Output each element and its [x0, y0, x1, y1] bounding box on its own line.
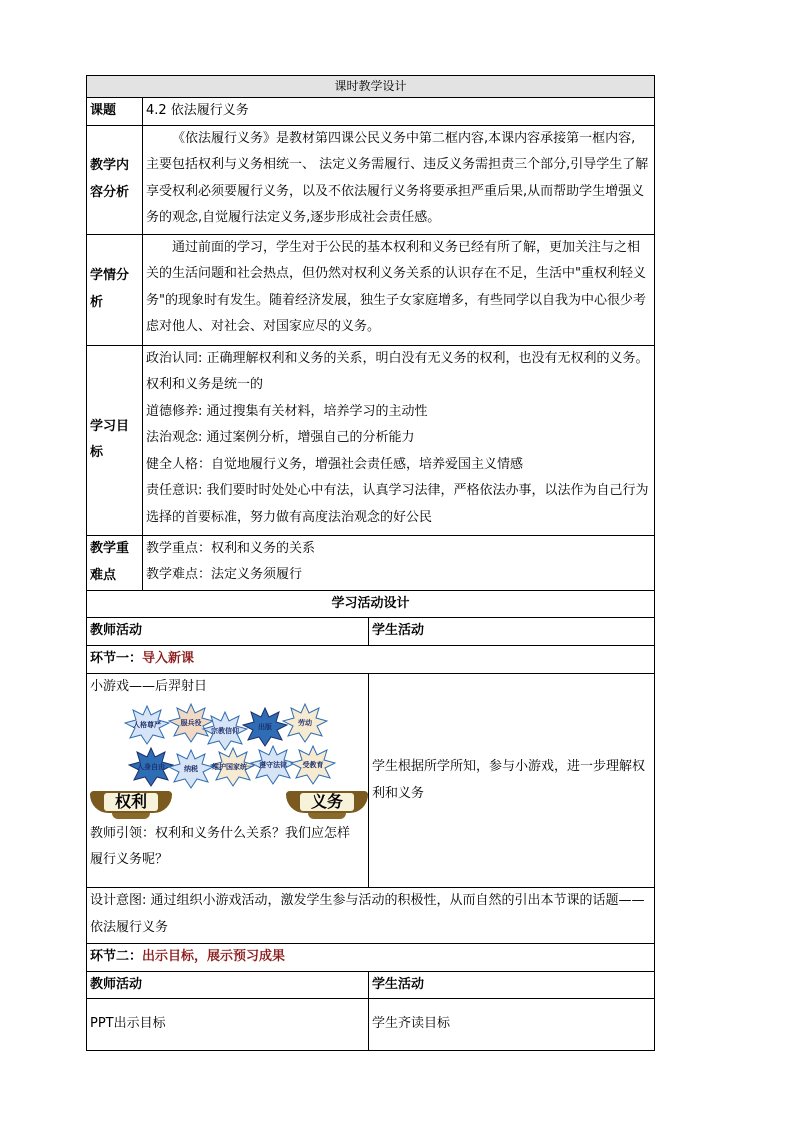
- duties-bowl: 义务: [286, 791, 368, 821]
- star-icon: 人格尊严: [124, 705, 170, 745]
- content-analysis-label: 教学内 容分析: [87, 125, 143, 234]
- goal-item: 健全人格：自觉地履行义务，增强社会责任感，培养爱国主义情感: [146, 456, 524, 472]
- lesson-plan-table: [86, 75, 655, 1051]
- star-icon: 纳税: [168, 749, 214, 789]
- goal-item: 法治观念: 通过案例分析，增强自己的分析能力: [146, 430, 415, 445]
- content-analysis-text: 《依法履行义务》是教材第四课公民义务中第二框内容,本课内容承接第一框内容, 主要包括权利与义务相统一、 法定义务需履行、违反义务需担责三个部分,引导学生了解享受权利必须要履行义务，以及不依法履行义务将要承担严重后果,从而帮助学生增强义务的观念,自觉履行法定义务,逐步形成社会责任感。: [143, 125, 655, 234]
- topic-value: 4.2 依法履行义务: [143, 98, 655, 126]
- key-points-text: 教学重点：权利和义务的关系 教学难点：法定义务须履行: [143, 535, 655, 590]
- ppt-goals: PPT出示目标: [87, 999, 369, 1051]
- game-illustration: [90, 703, 360, 821]
- goal-item: 政治认同: 正确理解权利和义务的关系，明白没有无义务的权利，也没有无权利的义务。权利和义务是统一的: [146, 350, 649, 392]
- game-title: 小游戏——后羿射日: [90, 679, 208, 694]
- student-activity-header-2: 学生活动: [369, 971, 655, 999]
- lesson-plan-document: [86, 75, 654, 1051]
- activity-title: 学习活动设计: [87, 590, 655, 618]
- student-action: 学生根据所学所知，参与小游戏，进一步理解权利和义务: [369, 674, 655, 888]
- design-intent: 设计意图: 通过组织小游戏活动，激发学生参与活动的积极性，从而自然的引出本节课的话题——依法履行义务: [87, 888, 655, 944]
- star-icon: 遵守法律: [250, 745, 296, 785]
- step1-row: 环节一：导入新课: [87, 646, 655, 674]
- star-icon: 服兵役: [168, 703, 214, 743]
- teacher-activity-header: 教师活动: [87, 618, 369, 646]
- goals-list: [143, 345, 655, 535]
- goal-item: 责任意识: 我们要时时处处心中有法，认真学习法律，严格依法办事，以法作为自己行为选择的首要标准，努力做有高度法治观念的好公民: [146, 483, 649, 525]
- teacher-activity-header-2: 教师活动: [87, 971, 369, 999]
- star-icon: 出版: [242, 707, 288, 747]
- doc-header-title: 课时教学设计: [87, 76, 655, 98]
- star-icon: 受教育: [290, 745, 336, 785]
- student-activity-header: 学生活动: [369, 618, 655, 646]
- step2-row: 环节二：出示目标，展示预习成果: [87, 944, 655, 972]
- star-icon: 宗教信仰: [202, 711, 248, 751]
- topic-label: 课题: [87, 98, 143, 126]
- star-icon: 劳动: [282, 703, 328, 743]
- student-analysis-text: 通过前面的学习，学生对于公民的基本权利和义务已经有所了解，更加关注与之相关的生活问题和社会热点，但仍然对权利义务关系的认识存在不足，生活中"重权利轻义务"的现象时有发生。随着经济发展，独生子女家庭增多，有些同学以自我为中心很少考虑对他人、对社会、对国家应尽的义务。: [143, 234, 655, 345]
- rights-bowl: 权利: [90, 791, 172, 821]
- teacher-guide: 教师引领：权利和义务什么关系？我们应怎样履行义务呢？: [90, 825, 351, 867]
- goal-item: 道德修养: 通过搜集有关材料，培养学习的主动性: [146, 403, 428, 419]
- goals-label: 学习目 标: [87, 345, 143, 535]
- student-analysis-label: 学情分 析: [87, 234, 143, 345]
- key-points-label: 教学重 难点: [87, 535, 143, 590]
- game-cell: [87, 674, 369, 888]
- star-icon: 人身自由: [128, 747, 174, 787]
- students-read-goals: 学生齐读目标: [369, 999, 655, 1051]
- star-icon: 维护国家统一: [210, 747, 256, 787]
